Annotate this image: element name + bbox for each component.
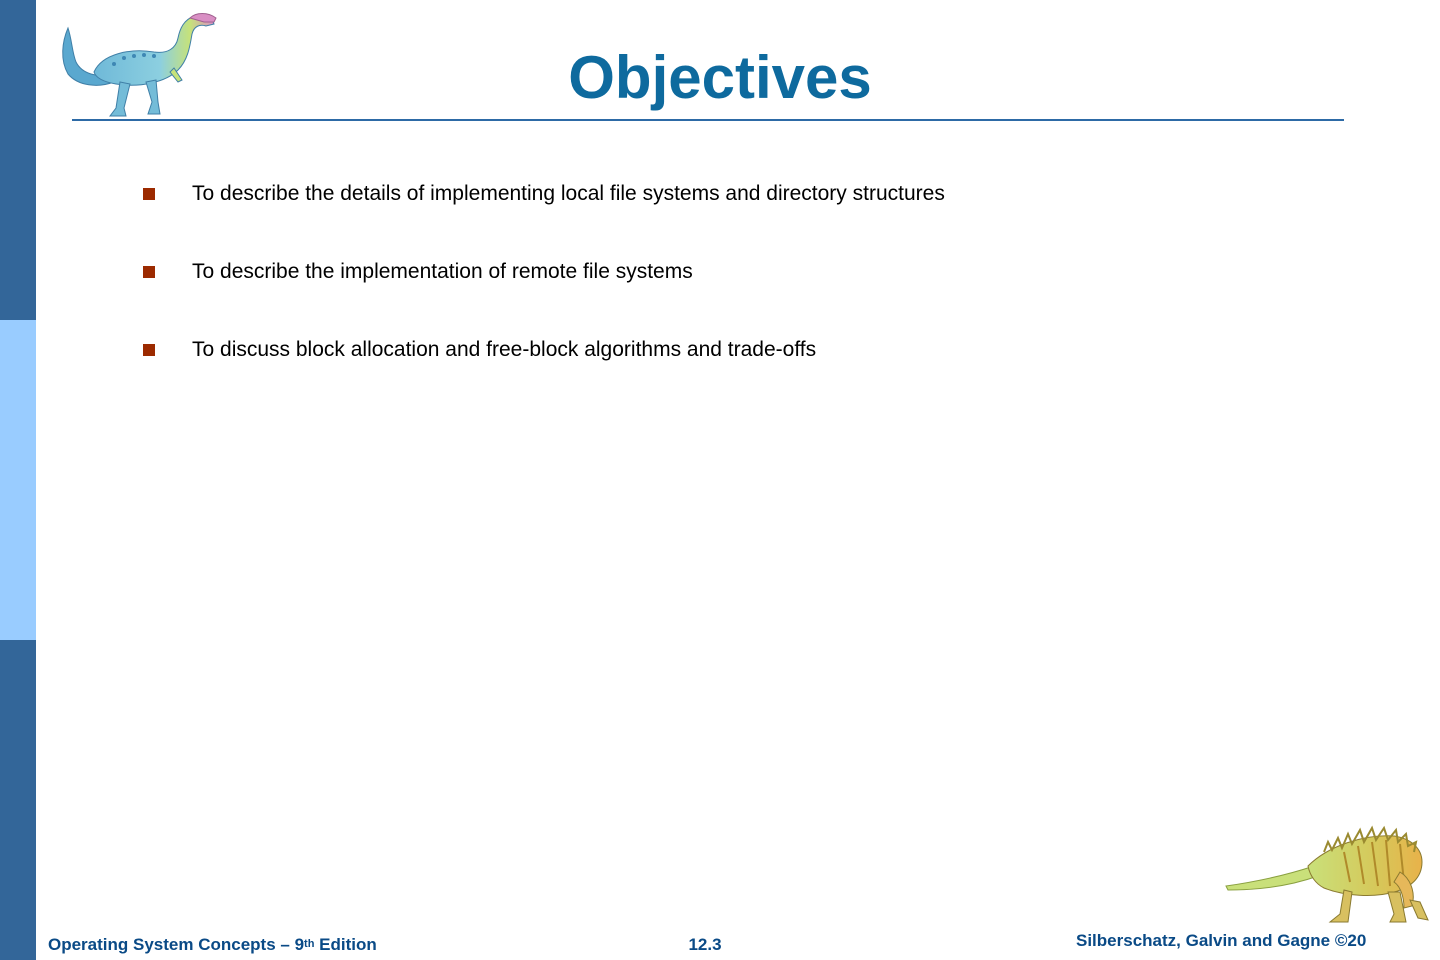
side-bar-bottom-segment xyxy=(0,640,36,960)
footer-book-title-suffix: Edition xyxy=(314,935,377,954)
footer-authors: Silberschatz, Galvin and Gagne ©20 xyxy=(1076,931,1367,950)
title-underline xyxy=(72,119,1344,121)
square-bullet-icon xyxy=(143,344,155,356)
footer-edition-superscript: th xyxy=(304,938,315,950)
bullet-text: To discuss block allocation and free-block algorithms and trade-offs xyxy=(192,338,817,361)
dinosaur-top-icon xyxy=(54,8,220,120)
bullet-text: To describe the details of implementing local file systems and directory structures xyxy=(192,182,945,205)
square-bullet-icon xyxy=(143,266,155,278)
slide-title: Objectives xyxy=(568,44,872,111)
bullet-text: To describe the implementation of remote file systems xyxy=(192,260,693,283)
footer-book-title-prefix: Operating System Concepts – 9 xyxy=(48,935,305,954)
side-bar-middle-segment xyxy=(0,320,36,640)
footer-page-number: 12.3 xyxy=(688,935,722,954)
side-bar-top-segment xyxy=(0,0,36,320)
footer-book-title xyxy=(48,933,377,957)
left-side-bar xyxy=(0,0,36,960)
dinosaur-bottom-icon xyxy=(1224,822,1430,932)
square-bullet-icon xyxy=(143,188,155,200)
